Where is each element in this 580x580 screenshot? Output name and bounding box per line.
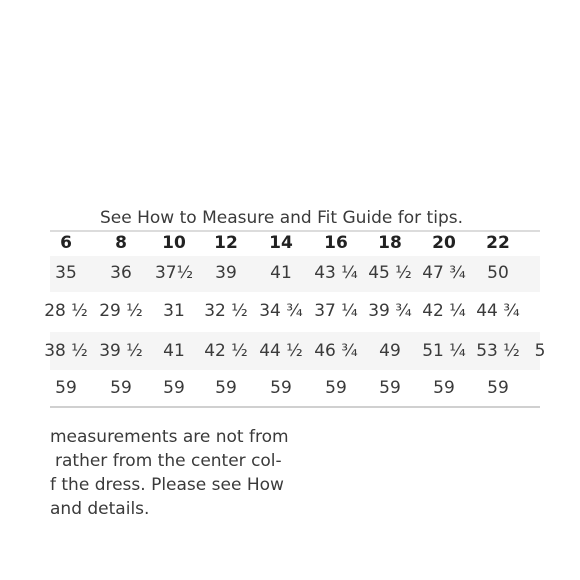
table-row-3 [0, 332, 546, 370]
header-size-10: 10 [162, 233, 186, 253]
table-cell: 36 [110, 263, 132, 283]
table-row-2 [0, 294, 540, 330]
table-cell: 28 ½ [44, 301, 88, 321]
table-cell: 31 [163, 301, 185, 321]
table-row-4 [0, 372, 540, 406]
table-cell: 59 [270, 378, 292, 398]
table-cell: 59 [487, 378, 509, 398]
table-cell: 39 [215, 263, 237, 283]
table-header-row [0, 232, 540, 256]
note-line-3: f the dress. Please see How [50, 475, 284, 495]
table-cell: 59 [325, 378, 347, 398]
table-cell: 29 ½ [99, 301, 143, 321]
table-cell: 47 ¾ [422, 263, 466, 283]
table-cell: 49 [379, 341, 401, 361]
table-cell: 32 ½ [204, 301, 248, 321]
table-cell: 59 [110, 378, 132, 398]
header-size-12: 12 [214, 233, 238, 253]
table-cell: 37½ [154, 263, 194, 283]
table-cell: 42 ½ [204, 341, 248, 361]
table-caption: See How to Measure and Fit Guide for tips. [100, 208, 463, 228]
table-cell: 41 [163, 341, 185, 361]
table-cell: 59 [433, 378, 455, 398]
table-cell: 59 [55, 378, 77, 398]
table-cell: 41 [270, 263, 292, 283]
table-cell: 34 ¾ [259, 301, 303, 321]
measurement-note [50, 425, 289, 521]
table-cell: 39 ¾ [368, 301, 412, 321]
table-cell: 37 ¼ [314, 301, 358, 321]
header-size-16: 16 [324, 233, 348, 253]
header-size-6: 6 [60, 233, 72, 253]
table-cell: 59 [163, 378, 185, 398]
table-cell: 38 ½ [44, 341, 88, 361]
table-cell: 42 ¼ [422, 301, 466, 321]
table-cell: 46 ¾ [314, 341, 358, 361]
table-cell: 39 ½ [99, 341, 143, 361]
header-size-18: 18 [378, 233, 402, 253]
note-line-4: and details. [50, 499, 150, 519]
note-line-1: measurements are not from [50, 427, 289, 447]
table-cell: 53 ½ [476, 341, 520, 361]
table-bottom-rule [50, 406, 540, 408]
table-cell: 45 ½ [368, 263, 412, 283]
table-row-1 [0, 256, 540, 292]
table-cell: 5 [534, 341, 546, 361]
table-cell: 44 ¾ [476, 301, 520, 321]
table-cell: 51 ¼ [422, 341, 466, 361]
table-cell: 59 [215, 378, 237, 398]
table-cell: 44 ½ [259, 341, 303, 361]
table-cell: 59 [379, 378, 401, 398]
header-size-22: 22 [486, 233, 510, 253]
header-size-20: 20 [432, 233, 456, 253]
table-cell: 50 [487, 263, 509, 283]
table-cell: 43 ¼ [314, 263, 358, 283]
header-size-8: 8 [115, 233, 127, 253]
table-cell: 35 [55, 263, 77, 283]
header-size-14: 14 [269, 233, 293, 253]
note-line-2: rather from the center col- [55, 451, 282, 471]
